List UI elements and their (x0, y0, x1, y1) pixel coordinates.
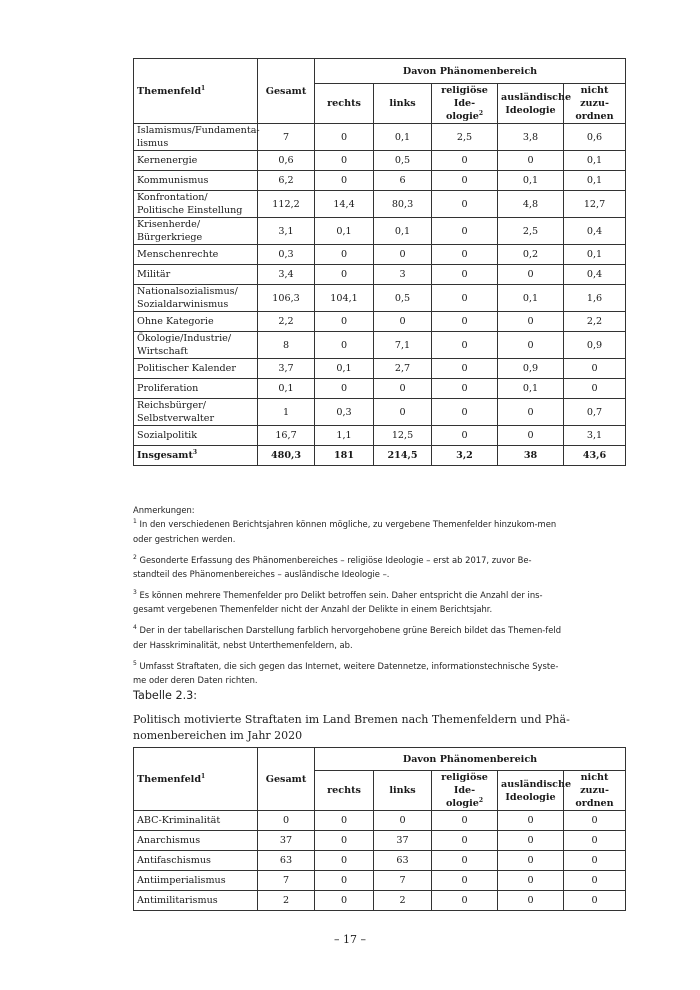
table-cell: 0 (498, 312, 564, 332)
table-row (134, 359, 626, 379)
table-cell: 181 (315, 446, 374, 466)
header-nicht-zuzuordnen: nicht zuzu- ordnen (564, 771, 626, 811)
table-cell: 4,8 (498, 191, 564, 218)
table-cell: 0 (498, 399, 564, 426)
table-cell: 0 (564, 831, 626, 851)
table-cell: 63 (258, 851, 315, 871)
table-themenfelder-2020 (133, 747, 626, 911)
table-cell: 7,1 (374, 332, 432, 359)
table-cell: 0 (432, 359, 498, 379)
table-cell: 0,6 (564, 124, 626, 151)
row-label: Ohne Kategorie (134, 312, 258, 332)
row-label: Insgesamt$^3$ (134, 446, 258, 466)
header-rechts: rechts (315, 84, 374, 124)
table-cell: 0 (315, 151, 374, 171)
table-cell: 0 (564, 359, 626, 379)
table-cell: 0 (374, 379, 432, 399)
table-row (134, 265, 626, 285)
header-phaenomenbereich-group: Davon Phänomenbereich (315, 59, 626, 84)
table-cell: 0 (315, 851, 374, 871)
table-cell: 106,3 (258, 285, 315, 312)
table-row (134, 218, 626, 245)
table-cell: 0,1 (315, 218, 374, 245)
header-rechts: rechts (315, 771, 374, 811)
table-cell: 0 (498, 831, 564, 851)
row-label: Islamismus/Fundamenta- lismus (134, 124, 258, 151)
table-cell: 0 (432, 379, 498, 399)
notes-heading: Anmerkungen: (133, 505, 195, 515)
table-cell: 0 (315, 831, 374, 851)
table-cell: 0 (315, 265, 374, 285)
row-label: ABC-Kriminalität (134, 811, 258, 831)
footnote: $^2$ Gesonderte Erfassung des Phänomenbereiches – religiöse Ideologie – erst ab 2017, zuvor Be-standteil des Phänomenbereiches – ausländische Ideologie –. (133, 553, 532, 580)
table-cell: 0 (498, 265, 564, 285)
table-cell: 38 (498, 446, 564, 466)
table-cell: 0 (315, 871, 374, 891)
row-label: Proliferation (134, 379, 258, 399)
row-label: Konfrontation/ Politische Einstellung (134, 191, 258, 218)
header-phaenomenbereich-group: Davon Phänomenbereich (315, 748, 626, 771)
row-label: Menschenrechte (134, 245, 258, 265)
table-cell: 0 (315, 171, 374, 191)
table-cell: 0 (315, 312, 374, 332)
table-cell: 7 (258, 871, 315, 891)
table-cell: 0 (432, 332, 498, 359)
row-label: Antimilitarismus (134, 891, 258, 911)
table-cell: 43,6 (564, 446, 626, 466)
table-cell: 214,5 (374, 446, 432, 466)
table-cell: 0 (432, 811, 498, 831)
table-2-3-caption: Politisch motivierte Straftaten im Land Bremen nach Themenfeldern und Phä-nomenbereichen im Jahr 2020 (133, 713, 570, 742)
header-religioese-ideologie: religiöse Ide- ologie$^2$ (432, 84, 498, 124)
table-cell: 2 (258, 891, 315, 911)
table-cell: 14,4 (315, 191, 374, 218)
row-label: Nationalsozialismus/ Sozialdarwinismus (134, 285, 258, 312)
table-cell: 0 (432, 245, 498, 265)
row-label: Sozialpolitik (134, 426, 258, 446)
table-cell: 0,1 (258, 379, 315, 399)
table-cell: 1,1 (315, 426, 374, 446)
table-cell: 2,5 (432, 124, 498, 151)
table-cell: 0 (564, 851, 626, 871)
table-row (134, 426, 626, 446)
footnote: $^5$ Umfasst Straftaten, die sich gegen das Internet, weitere Datennetze, informationstechnische Syste-me oder deren Daten richten. (133, 659, 559, 686)
table-cell: 37 (258, 831, 315, 851)
table-cell: 6 (374, 171, 432, 191)
table-cell: 0 (432, 426, 498, 446)
header-links: links (374, 84, 432, 124)
table-cell: 7 (374, 871, 432, 891)
table-cell: 0,1 (374, 124, 432, 151)
table-themenfelder-previous (133, 58, 626, 466)
table-cell: 0 (315, 379, 374, 399)
table-row (134, 399, 626, 426)
table-row (134, 124, 626, 151)
row-label: Antifaschismus (134, 851, 258, 871)
table-cell: 0 (374, 312, 432, 332)
row-label: Krisenherde/ Bürgerkriege (134, 218, 258, 245)
table-cell: 0,5 (374, 151, 432, 171)
header-themenfeld: Themenfeld$^1$ (134, 59, 258, 124)
header-gesamt: Gesamt (258, 59, 315, 124)
table-cell: 0 (432, 285, 498, 312)
page-number: – 17 – (334, 933, 366, 946)
table-cell: 0 (432, 399, 498, 426)
table-cell: 0,2 (498, 245, 564, 265)
table-cell: 37 (374, 831, 432, 851)
table-cell: 0,5 (374, 285, 432, 312)
header-auslaendische-ideologie: ausländische Ideologie (498, 84, 564, 124)
table-cell: 0,3 (258, 245, 315, 265)
table-row (134, 191, 626, 218)
table-cell: 0 (498, 871, 564, 891)
row-label: Kernenergie (134, 151, 258, 171)
table-cell: 0,9 (498, 359, 564, 379)
table-cell: 3,7 (258, 359, 315, 379)
table-cell: 0 (498, 332, 564, 359)
table-cell: 2,2 (564, 312, 626, 332)
table-cell: 16,7 (258, 426, 315, 446)
table-cell: 0 (498, 426, 564, 446)
table-cell: 0,7 (564, 399, 626, 426)
row-label: Antiimperialismus (134, 871, 258, 891)
table-cell: 0 (498, 811, 564, 831)
table-cell: 0 (374, 399, 432, 426)
table-cell: 0 (315, 811, 374, 831)
table-cell: 1,6 (564, 285, 626, 312)
table-cell: 0 (498, 151, 564, 171)
table-cell: 0,6 (258, 151, 315, 171)
table-cell: 0 (432, 891, 498, 911)
table-2-3-label: Tabelle 2.3: (133, 689, 198, 702)
table-cell: 0 (258, 811, 315, 831)
table-cell: 3 (374, 265, 432, 285)
table-row (134, 151, 626, 171)
header-nicht-zuzuordnen: nicht zuzu- ordnen (564, 84, 626, 124)
table-row (134, 831, 626, 851)
table-cell: 0,9 (564, 332, 626, 359)
table-row (134, 171, 626, 191)
table-cell: 6,2 (258, 171, 315, 191)
row-label: Kommunismus (134, 171, 258, 191)
row-label: Reichsbürger/ Selbstverwalter (134, 399, 258, 426)
table-cell: 0 (432, 871, 498, 891)
table-cell: 7 (258, 124, 315, 151)
table-cell: 3,1 (258, 218, 315, 245)
table-cell: 3,1 (564, 426, 626, 446)
table-cell: 0 (432, 191, 498, 218)
table-row (134, 379, 626, 399)
table-cell: 0 (564, 811, 626, 831)
table-cell: 0 (374, 811, 432, 831)
header-themenfeld: Themenfeld$^1$ (134, 748, 258, 811)
table-cell: 0,1 (315, 359, 374, 379)
table-cell: 3,8 (498, 124, 564, 151)
table-cell: 0 (315, 245, 374, 265)
table-cell: 12,5 (374, 426, 432, 446)
table-cell: 0,1 (564, 151, 626, 171)
table-row (134, 811, 626, 831)
table-cell: 0 (374, 245, 432, 265)
table-cell: 1 (258, 399, 315, 426)
table-cell: 0,1 (374, 218, 432, 245)
table-cell: 3,2 (432, 446, 498, 466)
footnote: $^1$ In den verschiedenen Berichtsjahren können mögliche, zu vergebene Themenfelder hinzukom-men oder gestrichen werden. (133, 518, 557, 544)
table-cell: 0,1 (498, 171, 564, 191)
table-row (134, 245, 626, 265)
header-links: links (374, 771, 432, 811)
table-cell: 0 (564, 871, 626, 891)
table-cell: 0,4 (564, 265, 626, 285)
table-cell: 0 (432, 151, 498, 171)
table-cell: 0 (432, 265, 498, 285)
table-cell: 0,1 (498, 285, 564, 312)
table-cell: 0 (432, 851, 498, 871)
header-religioese-ideologie: religiöse Ide- ologie$^2$ (432, 771, 498, 811)
table-cell: 0 (432, 171, 498, 191)
table-row (134, 891, 626, 911)
table-cell: 0 (564, 891, 626, 911)
table-cell: 0 (315, 891, 374, 911)
row-label: Politischer Kalender (134, 359, 258, 379)
table-cell: 80,3 (374, 191, 432, 218)
table-notes (133, 503, 565, 694)
table-cell: 0 (564, 379, 626, 399)
table-cell: 0 (315, 332, 374, 359)
table-cell: 12,7 (564, 191, 626, 218)
table-row (134, 312, 626, 332)
table-row (134, 285, 626, 312)
table-cell: 2 (374, 891, 432, 911)
table-cell: 104,1 (315, 285, 374, 312)
table-cell: 0,1 (564, 171, 626, 191)
table-cell: 0 (498, 891, 564, 911)
header-auslaendische-ideologie: ausländische Ideologie (498, 771, 564, 811)
table-cell: 3,4 (258, 265, 315, 285)
table-row (134, 332, 626, 359)
table-cell: 2,7 (374, 359, 432, 379)
table-row (134, 871, 626, 891)
table-cell: 0 (315, 124, 374, 151)
table-cell: 0 (498, 851, 564, 871)
footnote: $^3$ Es können mehrere Themenfelder pro Delikt betroffen sein. Daher entspricht die Anzahl der ins-gesamt vergebenen Themenfelder nicht der Anzahl der Delikte in einem Berichtsjahr. (133, 589, 543, 615)
table-cell: 8 (258, 332, 315, 359)
table-cell: 0,1 (498, 379, 564, 399)
header-gesamt: Gesamt (258, 748, 315, 811)
table-cell: 2,5 (498, 218, 564, 245)
table-cell: 0,3 (315, 399, 374, 426)
table-cell: 112,2 (258, 191, 315, 218)
table-cell: 0 (432, 218, 498, 245)
table-cell: 0 (432, 312, 498, 332)
table-cell: 0,1 (564, 245, 626, 265)
row-label: Ökologie/Industrie/ Wirtschaft (134, 332, 258, 359)
row-label: Militär (134, 265, 258, 285)
table-cell: 0 (432, 831, 498, 851)
table-cell: 0,4 (564, 218, 626, 245)
row-label: Anarchismus (134, 831, 258, 851)
table-row (134, 851, 626, 871)
table-cell: 63 (374, 851, 432, 871)
footnote: $^4$ Der in der tabellarischen Darstellung farblich hervorgehobene grüne Bereich bildet das Themen-feld der Hasskriminalität, nebst Unterthemenfeldern, ab. (133, 624, 562, 650)
table-cell: 2,2 (258, 312, 315, 332)
total-row (134, 446, 626, 466)
table-cell: 480,3 (258, 446, 315, 466)
